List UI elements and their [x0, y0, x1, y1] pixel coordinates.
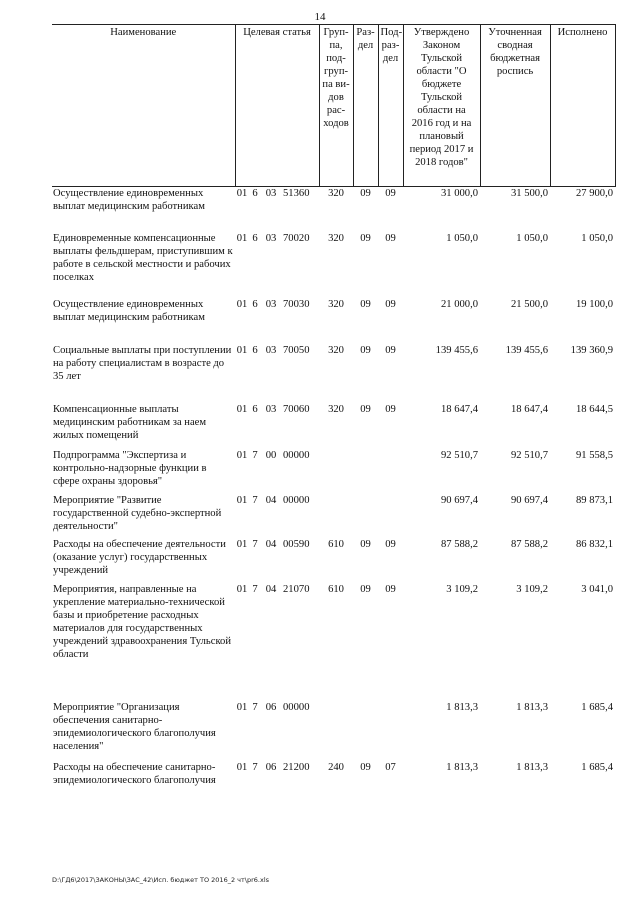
row-k1: 01: [236, 701, 248, 713]
row-razdel: 09: [360, 583, 371, 595]
row-k1: 01: [236, 449, 248, 461]
page-number: 14: [314, 11, 326, 23]
row-podrazdel: [378, 449, 403, 494]
row-refined: 92 510,7: [510, 449, 549, 461]
table-body: [52, 187, 615, 805]
row-k2: 7: [252, 449, 258, 461]
header-refined: Уточненная сводная бюджетная роспись: [480, 25, 550, 187]
row-k4: 00000: [283, 701, 310, 713]
row-refined: 90 697,4: [510, 494, 549, 506]
row-razdel: 09: [360, 538, 371, 550]
row-approved: 87 588,2: [440, 538, 479, 550]
header-executed: Исполнено: [550, 25, 615, 187]
row-k1: 01: [236, 538, 248, 550]
table-row: [52, 449, 615, 494]
row-razdel: 09: [360, 188, 371, 199]
row-razdel: 09: [360, 232, 371, 244]
table-row: [52, 187, 615, 232]
row-name: Компенсационные выплаты медицинским работникам за наем жилых помещений: [53, 403, 207, 441]
header-approved: Утверждено Законом Тульской области "О бюджете Тульской области на 2016 год и на плановый период 2017 и 2018 годов": [403, 25, 480, 187]
row-executed: 139 360,9: [570, 344, 614, 356]
row-group: 320: [328, 298, 344, 310]
row-name: Осуществление единовременных выплат медицинским работникам: [53, 188, 205, 212]
row-podrazdel: [378, 701, 403, 761]
row-k1: 01: [236, 583, 248, 595]
row-approved: 90 697,4: [440, 494, 479, 506]
row-name: Мероприятия, направленные на укрепление материально-технической базы и приобретение расходных материалов для государственных учреждений здравоохранения Тульской области: [53, 583, 232, 660]
row-k3: 03: [265, 344, 277, 356]
row-k4: 51360: [283, 188, 310, 199]
row-approved: 31 000,0: [440, 188, 479, 199]
row-approved: 1 813,3: [446, 701, 479, 713]
row-refined: 1 050,0: [516, 232, 549, 244]
row-razdel: [353, 494, 378, 538]
row-group: [319, 701, 353, 761]
row-executed: 1 050,0: [581, 232, 614, 244]
table-row: [52, 538, 615, 583]
row-k1: 01: [236, 298, 248, 310]
row-k1: 01: [236, 403, 248, 415]
table-row: [52, 701, 615, 761]
budget-table: [52, 24, 616, 805]
table-row: [52, 232, 615, 298]
row-executed: 89 873,1: [575, 494, 614, 506]
row-name: Мероприятие "Развитие государственной судебно-экспертной деятельности": [53, 494, 222, 532]
row-podrazdel: 09: [385, 188, 396, 199]
row-k3: 06: [265, 761, 277, 773]
row-name: Единовременные компенсационные выплаты фельдшерам, приступившим к работе в сельской местности и рабочих поселках: [53, 232, 233, 283]
row-k2: 6: [252, 344, 258, 356]
row-k4: 70020: [283, 232, 310, 244]
row-podrazdel: 09: [385, 583, 396, 595]
row-podrazdel: 07: [385, 761, 396, 773]
row-group: 610: [328, 538, 344, 550]
row-approved: 1 813,3: [446, 761, 479, 773]
table-row: [52, 583, 615, 701]
row-k3: 03: [265, 403, 277, 415]
header-razdel: Раз-дел: [353, 25, 378, 187]
row-group: 320: [328, 232, 344, 244]
row-razdel: 09: [360, 403, 371, 415]
row-refined: 3 109,2: [516, 583, 549, 595]
row-name: Социальные выплаты при поступлении на работу специалистам в возрасте до 35 лет: [53, 344, 232, 382]
row-refined: 1 813,3: [516, 761, 549, 773]
row-refined: 21 500,0: [510, 298, 549, 310]
row-group: 320: [328, 188, 344, 199]
row-executed: 1 685,4: [581, 761, 614, 773]
row-executed: 86 832,1: [575, 538, 614, 550]
row-k3: 00: [265, 449, 277, 461]
row-k2: 6: [252, 403, 258, 415]
row-podrazdel: 09: [385, 403, 396, 415]
row-name: Расходы на обеспечение деятельности (оказание услуг) государственных учреждений: [53, 538, 226, 576]
row-podrazdel: 09: [385, 538, 396, 550]
row-k4: 21070: [283, 583, 310, 595]
row-group: 320: [328, 344, 344, 356]
row-razdel: 09: [360, 344, 371, 356]
table-header: [52, 25, 615, 187]
row-executed: 91 558,5: [575, 449, 614, 461]
row-podrazdel: 09: [385, 344, 396, 356]
row-k2: 6: [252, 232, 258, 244]
row-group: 320: [328, 403, 344, 415]
row-approved: 21 000,0: [440, 298, 479, 310]
row-k4: 70050: [283, 344, 310, 356]
row-k4: 00590: [283, 538, 310, 550]
table-row: [52, 494, 615, 538]
row-podrazdel: [378, 494, 403, 538]
row-k3: 04: [265, 583, 277, 595]
row-group: [319, 449, 353, 494]
row-executed: 19 100,0: [575, 298, 614, 310]
row-executed: 18 644,5: [575, 403, 614, 415]
row-approved: 139 455,6: [435, 344, 479, 356]
row-k3: 06: [265, 701, 277, 713]
row-razdel: [353, 701, 378, 761]
row-k4: 21200: [283, 761, 310, 773]
table-row: [52, 761, 615, 805]
row-name: Осуществление единовременных выплат медицинским работникам: [53, 298, 205, 323]
row-k1: 01: [236, 232, 248, 244]
row-k3: 04: [265, 494, 277, 506]
row-refined: 87 588,2: [510, 538, 549, 550]
row-k3: 03: [265, 188, 277, 199]
row-k2: 7: [252, 583, 258, 595]
header-name: Наименование: [52, 25, 235, 187]
row-k2: 7: [252, 701, 258, 713]
row-approved: 1 050,0: [446, 232, 479, 244]
row-k4: 70060: [283, 403, 310, 415]
row-group: 240: [328, 761, 344, 773]
row-k2: 6: [252, 188, 258, 199]
table-row: [52, 403, 615, 449]
row-k2: 7: [252, 494, 258, 506]
row-refined: 1 813,3: [516, 701, 549, 713]
row-k4: 00000: [283, 494, 310, 506]
row-approved: 18 647,4: [440, 403, 479, 415]
header-target: Целевая статья: [235, 25, 319, 187]
row-refined: 31 500,0: [510, 188, 549, 199]
row-podrazdel: 09: [385, 232, 396, 244]
row-refined: 139 455,6: [505, 344, 549, 356]
row-k2: 7: [252, 538, 258, 550]
row-razdel: [353, 449, 378, 494]
row-razdel: 09: [360, 761, 371, 773]
row-name: Мероприятие "Организация обеспечения санитарно-эпидемиологического благополучия населения": [53, 701, 216, 752]
row-k2: 6: [252, 298, 258, 310]
row-k1: 01: [236, 494, 248, 506]
row-k1: 01: [236, 188, 248, 199]
row-approved: 3 109,2: [446, 583, 479, 595]
header-podrazdel: Под-раз-дел: [378, 25, 403, 187]
row-k1: 01: [236, 761, 248, 773]
row-k2: 7: [252, 761, 258, 773]
row-k1: 01: [236, 344, 248, 356]
row-k3: 03: [265, 232, 277, 244]
row-refined: 18 647,4: [510, 403, 549, 415]
row-podrazdel: 09: [385, 298, 396, 310]
row-k3: 03: [265, 298, 277, 310]
header-group: Груп-па, под-груп-па ви-дов рас-ходов: [319, 25, 353, 187]
row-k4: 70030: [283, 298, 310, 310]
row-razdel: 09: [360, 298, 371, 310]
row-k3: 04: [265, 538, 277, 550]
row-name: Расходы на обеспечение санитарно-эпидемиологического благополучия: [53, 761, 216, 786]
row-executed: 27 900,0: [575, 188, 614, 199]
row-executed: 3 041,0: [581, 583, 614, 595]
table-row: [52, 344, 615, 403]
table-row: [52, 298, 615, 344]
row-name: Подпрограмма "Экспертиза и контрольно-надзорные функции в сфере охраны здоровья": [53, 449, 207, 487]
row-k4: 00000: [283, 449, 310, 461]
row-approved: 92 510,7: [440, 449, 479, 461]
row-group: [319, 494, 353, 538]
row-group: 610: [328, 583, 344, 595]
file-path-footer: D:\ГД6\2017\ЗАКОНЫ\ЗАС_42\Исп. бюджет ТО 2016_2 чт\pr6.xls: [52, 876, 270, 884]
row-executed: 1 685,4: [581, 701, 614, 713]
